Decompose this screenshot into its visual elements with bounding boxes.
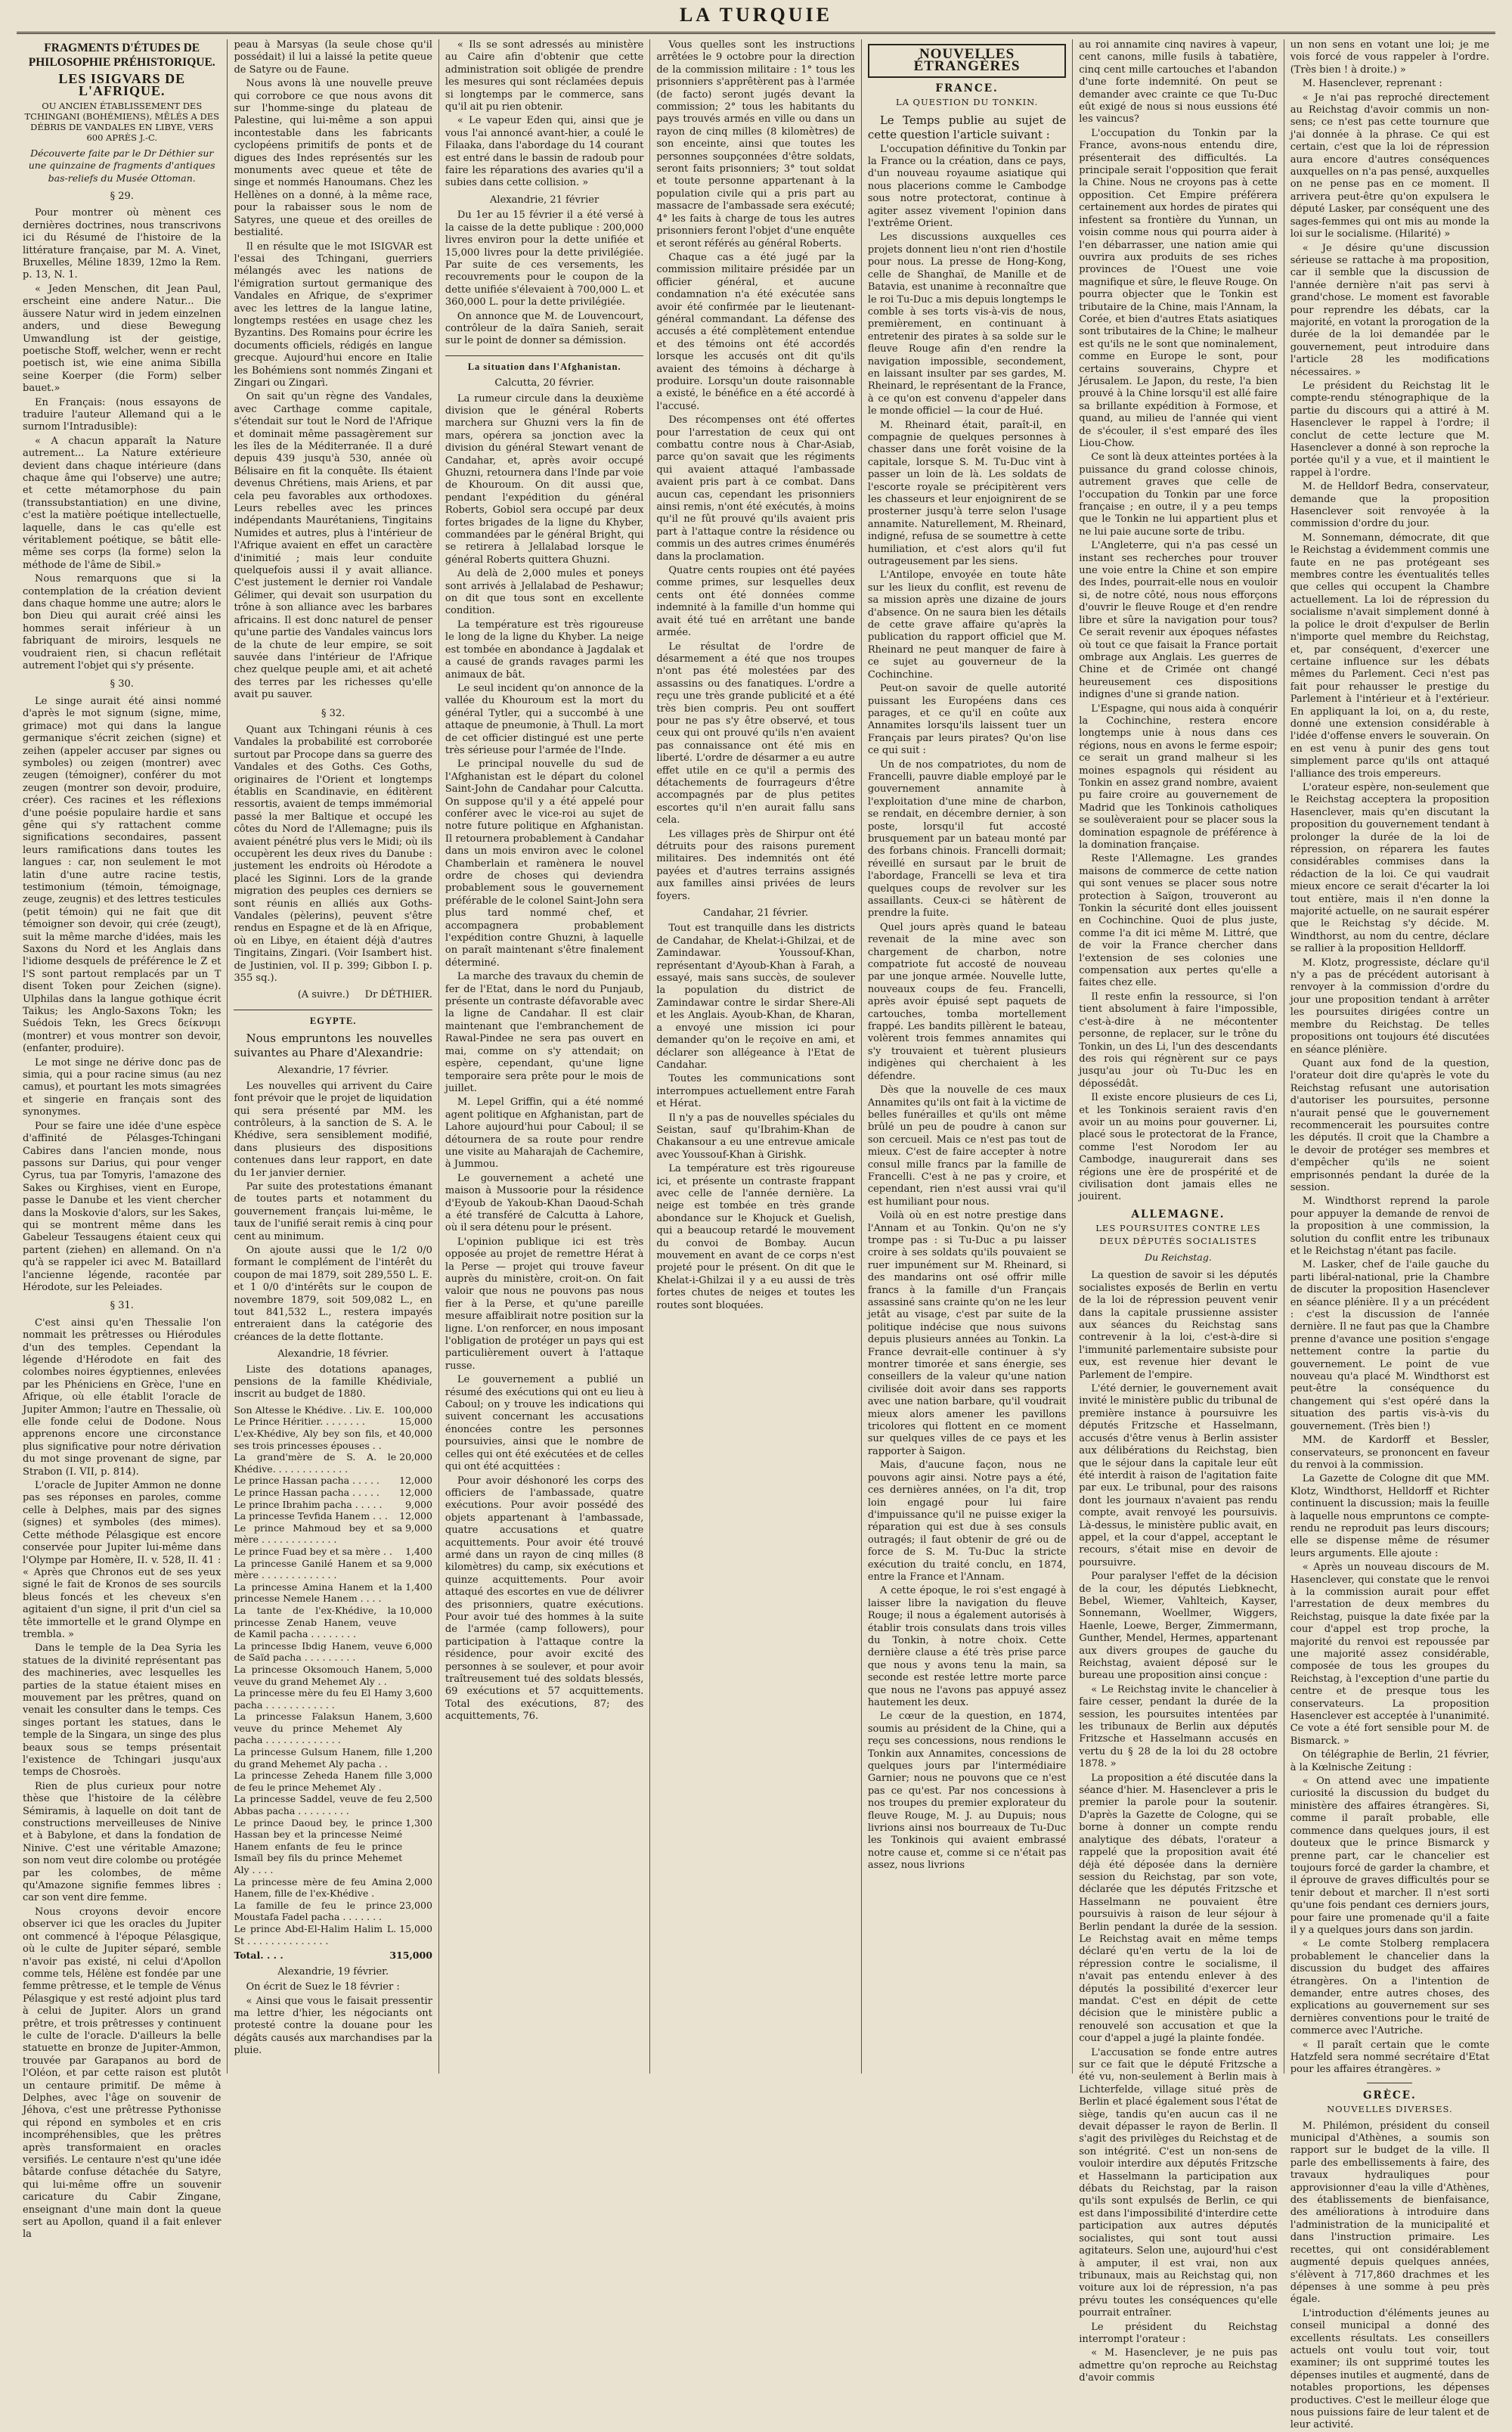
paragraph: Quatre cents roupies ont été payées comme primes, sur lesquelles deux cents ont été données comme indemnité à la famille d'un homme qui avait été tué en arrêtant une bande armée. bbox=[656, 565, 855, 639]
row-name: La princesse Amina Hanem et la princesse Nemele Hanem . . . . bbox=[234, 1580, 403, 1605]
table-row bbox=[234, 1746, 432, 1770]
row-name: Le prince Daoud bey, le prince Hassan bey et la princesse Neimé Hanem enfants de feu le prince Ismaïl bey fils du prince Mehemet Aly . . . . bbox=[234, 1816, 403, 1875]
nouvelles-lead: Le Temps publie au sujet de cette question l'article suivant : bbox=[867, 113, 1067, 141]
paragraph: Les discussions auxquelles ces projets donnent lieu n'ont rien d'hostile pour nous. La presse de Hong-Kong, celle de Shanghaï, de Manille et de Batavia, est unanime à reconnaître que le roi Tu-Duc a mis depuis longtemps le comble à ses torts vis-à-vis de nous, premièrement, en continuant à entretenir des pirates à sa solde sur le fleuve Rouge afin d'en rendre la navigation impossible, secondement, en laissant insulter par ses gardes, M. Rheinard, le représentant de la France, à ce qu'on est convenu d'appeler dans le monde officiel — la cour de Hué. bbox=[867, 231, 1067, 417]
paragraph: Quel jours après quand le bateau revenait de la mine avec son chargement de charbon, notre compatriote fut accosté de nouveau par une jonque armée. Nouvelle lutte, nouveaux coups de feu. Francelli, après avoir épuisé sept paquets de cartouches, tomba mortellement frappé. Les bandits pillèrent le bateau, volèrent trois femmes annamites qui s'y trouvaient et tuèrent plusieurs indigènes qui cherchaient à les défendre. bbox=[867, 921, 1067, 1082]
row-value: 12,000 bbox=[399, 1475, 432, 1487]
paragraph: La température est très rigoureuse le long de la ligne du Khyber. La neige est tombée en abondance à Jagdalak et a causé de grands ravages parmi les animaux de bât. bbox=[445, 619, 644, 681]
row-value: 12,000 bbox=[399, 1487, 432, 1498]
paragraph: Pour montrer où mènent ces dernières doctrines, nous transcrivons ici du Résumé de l'histoire de la littérature française, par M. A. Vinet, Bruxelles, Méline 1839, 12mo la Rem. p. 13, N. 1. bbox=[23, 207, 222, 281]
table-row bbox=[234, 1510, 432, 1522]
table-row bbox=[234, 1475, 432, 1487]
table-row bbox=[234, 1876, 432, 1900]
total-label: Total. . . . bbox=[234, 1950, 284, 1962]
paragraph: Il reste enfin la ressource, si l'on tient absolument à faire l'impossible, c'est-à-dire à ne mécontenter personne, de replacer, sur le trône du Tonkin, un des Li, l'un des descendants des rois qui régnèrent sur ce pays jusqu'au jour où Tu-Duc les en dépossédât. bbox=[1079, 991, 1278, 1090]
row-name: La princesse Saddel, veuve de feu Abbas pacha . . . . . . . . . bbox=[234, 1793, 403, 1817]
column-2 bbox=[228, 39, 438, 2074]
column-7 bbox=[1284, 39, 1495, 2431]
row-value: 2,500 bbox=[405, 1793, 432, 1805]
dateline: Alexandrie, 17 février. bbox=[277, 1065, 389, 1077]
section-31: § 31. bbox=[110, 1300, 134, 1312]
paragraph: un non sens en votant une loi; je me vois forcé de vous rappeler à l'ordre. (Très bien ! à droite.) » bbox=[1290, 39, 1490, 76]
row-name: La princesse Ibdig Hanem, veuve de Saïd pacha . . . . . . . . . bbox=[234, 1639, 403, 1664]
row-value: 3,000 bbox=[405, 1770, 432, 1782]
paragraph: Il n'y a pas de nouvelles spéciales du Seistan, sauf qu'Ibrahim-Khan de Chakansour a eu une entrevue amicale avec Youssouf-Khan à Girishk. bbox=[656, 1112, 855, 1161]
table-row bbox=[234, 1499, 432, 1511]
paragraph: La température est très rigoureuse ici, et présente un contraste frappant avec celle de l'année dernière. La neige est tombée en très grande abondance sur le Khojuck et Guelish, qui a beaucoup retardé le mouvement du convoi de Bombay. Aucun mouvement en avant de ce corps n'est projeté pour le présent. On dit que le Khelat-i-Ghilzai il y a eu aussi de très fortes chutes de neiges et toutes les routes sont bloquées. bbox=[656, 1163, 855, 1311]
paragraph: « Je désire qu'une discussion sérieuse se rattache à ma proposition, car il semble que la discussion de l'année dernière n'ait pas servi à grand'chose. Le moment est favorable pour reprendre les débats, car la majorité, en votant la prorogation de la durée de la loi demandée par le gouvernement, peut introduire dans l'article 28 les modifications nécessaires. » bbox=[1290, 242, 1490, 378]
row-value: 1,200 bbox=[405, 1746, 432, 1758]
paragraph: « Ainsi que vous le faisait pressentir ma lettre d'hier, les négociants ont protesté contre la douane pour les dégâts causés aux marchandises par la pluie. bbox=[234, 1995, 432, 2057]
paragraph: Des récompenses ont été offertes pour l'arrestation de ceux qui ont combattu contre nous à Char-Asiab, parce qu'on savait que les régiments qui avaient attaqué l'ambassade avaient pris part à ce combat. Dans aucun cas, cependant les prisonniers ainsi remis, n'ont été exécutés, à moins qu'il ne fût prouvé qu'ils avaient pris part à l'attaque contre la résidence ou commis un des autres crimes énumérés dans la proclamation. bbox=[656, 414, 855, 563]
column-1 bbox=[17, 39, 228, 2241]
row-name: Le prince Hassan pacha . . . . . bbox=[234, 1475, 380, 1487]
paragraph: Le mot singe ne dérive donc pas de simia, qui a pour racine simus (au nez camus), et pourtant les mots simagrées et singerie en français sont des synonymes. bbox=[23, 1056, 222, 1118]
paragraph: En Français: (nous essayons de traduire l'auteur Allemand qui a le surnom l'Intradusible): bbox=[23, 396, 222, 433]
paragraph: M. de Helldorf Bedra, conservateur, demande que la proposition Hasenclever soit renvoyée à la commission d'ordre du jour. bbox=[1290, 481, 1490, 530]
paragraph: Le seul incident qu'on annonce de la vallée du Khouroum est la mort du général Tytler, qui a succombé à une attaque de pneumonie, à Thull. La mort de cet officier distingué est une perte très sérieuse pour l'armée de l'Inde. bbox=[445, 682, 644, 756]
masthead-rule bbox=[17, 32, 1495, 34]
table-row bbox=[234, 1522, 432, 1546]
row-value: 6,000 bbox=[405, 1639, 432, 1652]
row-name: Le prince Hassan pacha . . . . . bbox=[234, 1487, 380, 1498]
country-allemagne: ALLEMAGNE. bbox=[1131, 1208, 1225, 1221]
table-row bbox=[234, 1404, 432, 1416]
table-row bbox=[234, 1428, 432, 1451]
paragraph: Quant aux fond de la question, l'orateur doit dire qu'après le vote du Reichstag refusant une autorisation d'autoriser les poursuites, personne n'aurait pensé que le gouvernement recommencerait les poursuites contre les députés. Il croit que la Chambre a le devoir de protéger ses membres et d'empêcher qu'ils ne soient emprisonnés pendant la durée de la session. bbox=[1290, 1057, 1490, 1193]
table-row bbox=[234, 1687, 432, 1711]
paragraph: Les nouvelles qui arrivent du Caire font prévoir que le projet de liquidation qui sera présenté par MM. les contrôleurs, à la sanction de S. A. le Khédive, sera sensiblement modifié, dans plusieurs des dispositions contenues dans leur rapport, en date du 1er janvier dernier. bbox=[234, 1080, 432, 1179]
paragraph: « Le comte Stolberg remplacera probablement le chancelier dans la discussion du budget des affaires étrangères. On a l'intention de demander, entre autres choses, des explications au gouvernement sur ses dernières conventions pour le traité de commerce avec l'Autriche. bbox=[1290, 1938, 1490, 2037]
table-row bbox=[234, 1770, 432, 1793]
paragraph: Les villages près de Shirpur ont été détruits pour des raisons purement militaires. Des indemnités ont été payées et d'autres terrains assignés aux familles ainsi privées de leurs foyers. bbox=[656, 828, 855, 902]
paragraph: Par suite des protestations émanant de toutes parts et notamment du gouvernement français lui-même, le taux de l'unifié serait remis à cinq pour cent au minimum. bbox=[234, 1180, 432, 1242]
table-row bbox=[234, 1711, 432, 1746]
row-value: 15,000 bbox=[399, 1416, 432, 1428]
paragraph: Le principal nouvelle du sud de l'Afghanistan est le départ du colonel Saint-John de Candahar pour Calcutta. On suppose qu'il y a été appelé pour conférer avec le vice-roi au sujet de notre future politique en Afghanistan. Il retournera probablement à Candahar dans un mois environ avec le colonel Chamberlain et ramènera le nouvel ordre de choses qui deviendra probablement sous le gouvernement préférable de le colonel Saint-John sera plus tard nommé chef, et accompagnera probablement l'expédition contre Ghuzni, à laquelle on paraît maintenant s'être finalement déterminé. bbox=[445, 758, 644, 969]
row-value: 23,000 bbox=[399, 1899, 432, 1911]
column-6 bbox=[1073, 39, 1284, 2384]
paragraph: Le cœur de la question, en 1874, soumis au président de la Chine, qui a reçu ses concessions, nous rendions le Tonkin aux Annamites, concessions de quelques jours par l'intermédiaire Garnier; nous ne pouvons que ce n'est pas ce qu'est. Par nos concessions à nos troupes du premier explorateur du fleuve Rouge, M. J. au Dupuis; nous livrions ainsi nos bourreaux de Tu-Duc les Tonkinois qui avaient embrassé notre cause et, comme si ce n'était pas assez, nous livrions bbox=[867, 1711, 1067, 1872]
paragraph: L'oracle de Jupiter Ammon ne donne pas ses réponses en paroles, comme celle à Delphes, mais par des signes (signes) et symboles (des mimes). Cette méthode Pélasgique est encore conservée pour Jupiter lui-même dans l'Olympe par Homère, II. v. 528, II. 41 : « Après que Chronos eut de ses yeux signé le fait de Kronos de ses sourcils bleus foncés et les cheveux s'en agitaient d'un signe, il prit d'un ciel sa tête immortelle et le grand Olympe en trembla. » bbox=[23, 1480, 222, 1640]
paragraph: Quant aux Tchingani réunis à ces Vandales la probabilité est corroborée surtout par Procope dans sa guerre des Vandales et des Goths. Ces Goths, originaires de l'Orient et longtemps établis en Scandinavie, en éditèrent ressortis, avaient de temps immémorial passé la mer Baltique et occupé les côtes du Nord de l'Allemagne; puis ils avaient pénétré plus vers le Midi; où ils occupèrent les deux rives du Danube : justement les endroits où Hérodote a placé les Siginni. Lors de la grande migration des peuples ces derniers se sont réunis en alliés aux Goths-Vandales (pèlerins), peuvent s'être rendus en Espagne et de là en Afrique, où en Libye, en étaient déjà d'autres Tingitains, Zingari. (Voir Isambert hist. de Justinien, vol. II p. 399; Gibbon I. p. 355 sq.). bbox=[234, 724, 432, 985]
paragraph: « Ils se sont adressés au ministère au Caire afin d'obtenir que cette administration soit obligée de prendre les mesures qui sont réclamées depuis si longtemps par le commerce, sans qu'il ait pu rien obtenir. bbox=[445, 39, 644, 113]
column-4 bbox=[650, 39, 861, 2074]
row-name: La famille de feu le prince Moustafa Fadel pacha . . . . . . . bbox=[234, 1899, 397, 1923]
topic-grece: NOUVELLES DIVERSES. bbox=[1327, 2104, 1453, 2115]
feuilleton-subtitle: OU ANCIEN ÉTABLISSEMENT DES TCHINGANI (BOHÉMIENS), MÊLÉS A DES DÉBRIS DE VANDALES EN LIBYE, VERS 600 APRÈS J.-C. bbox=[24, 100, 219, 143]
table-row bbox=[234, 1546, 432, 1558]
row-name: Son Altesse le Khédive. . Liv. E. bbox=[234, 1404, 385, 1416]
paragraph: On écrit de Suez le 18 février : bbox=[246, 1981, 400, 1993]
paragraph: Le gouvernement a publié un résumé des exécutions qui ont eu lieu à Caboul; on y trouve les indications qui suivent concernant les accusations énoncées contre les personnes poursuivies, ainsi que le nombre de celles qui ont été exécutées et de celles qui ont été acquittées : bbox=[445, 1374, 644, 1473]
row-name: La princesse Gulsum Hanem, fille du grand Mehemet Aly pacha . . bbox=[234, 1746, 403, 1770]
paragraph: « A chacun apparaît la Nature autrement... La Nature extérieure devient dans chaque intérieure (dans chaque âme qui l'observe) une autre; et cette métamorphose du pain (transsubstantiation) en une divine, c'est la matière poétique intellectuelle, laquelle, dans le cas qu'elle est véritablement poétique, se bâtit elle-même ses corps (la forme) selon la méthode de l'âme de Sibil.» bbox=[23, 435, 222, 571]
paragraph: On annonce que M. de Louvencourt, contrôleur de la daïra Sanieh, serait sur le point de donner sa démission. bbox=[445, 310, 644, 347]
paragraph: L'accusation se fonde entre autres sur ce fait que le député Fritzsche a été vu, non-seulement à Berlin mais à Lichterfelde, village situé près de Berlin et placé également sous l'état de siège, tandis qu'en aucun cas il ne devait dépasser le rayon de Berlin. Il s'agit des privilèges du Reichstag et de son intégrité. C'est un non-sens de vouloir interdire aux députés Fritzsche et Hasselmann la participation aux débats du Reichstag, par la raison qu'ils sont expulsés de Berlin, ce qui est dans l'impossibilité d'interdire cette participation aux autres députés socialistes, qui sont tout aussi agitateurs. Selon une, aujourd'hui c'est à amputer, il est vrai, non aux tribunaux, mais au Reichstag qui, non voiture aux loi de répression, n'a pas prévu toutes les conséquences qu'elle pourrait entraîner. bbox=[1079, 2046, 1278, 2319]
paragraph: « On attend avec une impatiente curiosité la discussion du budget du ministère des affaires étrangères. Si, comme il paraît probable, elle commence dans quelques jours, il est douteux que le prince Bismarck y prenne part, car le chancelier est toujours forcé de garder la chambre, et il éprouve de graves difficultés pour se tenir debout et marcher. Il n'est sorti qu'une fois pendant ces derniers jours, pour faire une promenade qu'il a faite il y a quelques jours dans son jardin. bbox=[1290, 1776, 1490, 1936]
dateline: Candahar, 21 février. bbox=[703, 907, 808, 920]
table-row bbox=[234, 1416, 432, 1428]
dateline: Alexandrie, 21 février bbox=[490, 194, 600, 206]
masthead bbox=[0, 0, 1512, 30]
paragraph: Mais, d'aucune façon, nous ne pouvons agir ainsi. Notre pays a été, ces dernières années, on l'a dit, trop loin engagé pour lui faire d'impuissance qu'il ne puisse exiger la réparation qui est due à ses consuls outragés; il faut obtenir de gré ou de force de S. M. Tu-Duc la stricte exécution du traité conclu, en 1874, entre la France et l'Annam. bbox=[867, 1460, 1067, 1583]
author-signature: Dr DÉTHIER. bbox=[364, 989, 432, 1001]
row-value: 1,400 bbox=[405, 1580, 432, 1593]
paragraph: L'occupation définitive du Tonkin par la France ou la création, dans ce pays, d'un nouveau royaume asiatique qui nous placerions comme le Cambodge sous notre protectorat, continue à agiter assez vivement l'opinion dans l'extrême Orient. bbox=[867, 143, 1067, 230]
paragraph: M. Lepel Griffin, qui a été nommé agent politique en Afghanistan, part de Lahore aujourd'hui pour Caboul; il se détournera de sa route pour rendre une visite au Maharajah de Cachemire, à Jummou. bbox=[445, 1097, 644, 1171]
row-value: 3,600 bbox=[405, 1711, 432, 1723]
paragraph: Nous croyons devoir encore observer ici que les oracles du Jupiter ont commencé à l'époque Pélasgique, où le culte de Jupiter séparé, semble n'avoir pas existé, ni celui d'Apollon comme tels, Hélène est fondée par une femme prêtresse, et le temple de Vénus Pélasgique y est resté adjoint plus tard à celui de Jupiter. Alors un grand prêtre, et trois prêtresses y continuent le culte de l'oracle. D'ailleurs la belle statuette en bronze de Jupiter-Ammon, trouvée par Garapanos au bord de l'Oléon, et par cette raison est plutôt un centaure primitif. De même à Delphes, avec l'âge on souvenir de Jéhova, c'est une prêtresse Pythonisse qui répond en symboles et en cris incompréhensibles, que les prêtres après transformaient en oracles versifiés. Le centaure n'est qu'une idée bâtarde confuse détachée du Satyre, qui lui-même offre un souvenir caricature du Cabir Zingane, enseignant d'une main dont la queue sert au Apollon, quand il a fait enlever la bbox=[23, 1906, 222, 2241]
afghanistan-heading: La situation dans l'Afghanistan. bbox=[445, 355, 643, 373]
table-row bbox=[234, 1487, 432, 1499]
feuilleton-title: FRAGMENTS D'ÉTUDES DE PHILOSOPHIE PRÉHISTORIQUE. bbox=[28, 42, 215, 69]
paragraph: M. Klotz, progressiste, déclare qu'il n'y a pas de précédent autorisant à renvoyer à la commission d'ordre du jour une proposition tendant à arrêter les poursuites dirigées contre un membre du Reichstag. De telles propositions ont toujours été discutées en séance plénière. bbox=[1290, 957, 1490, 1056]
table-row bbox=[234, 1558, 432, 1581]
paragraph: Nous avons là une nouvelle preuve qui corrobore ce que nous avons dit sur l'homme-singe du plateau de Palestine, qui lui-même a son appui incontestable dans les fabricants cyclopéens primitifs de ponts et de digues des Indes représentés sur les monuments avec queue et tête de singe et nommés Hanoumans. Chez les Hellènes on a donné, à la même race, pour la rabaisser sous le nom de Satyres, une queue et des oreilles de bestialité. bbox=[234, 78, 432, 239]
paragraph: Dans le temple de la Dea Syria les statues de la divinité représentant pas des machineries, avec lesquelles les parties de la statue étaient mises en mouvement par les prêtres, quand on venait les consulter dans le temps. Ces singes portant les statues, dans le temple de la Singara, un singe des plus beaux sous se temps présentait l'existence de Tchingari jusqu'aux temps de Chosroès. bbox=[23, 1643, 222, 1779]
table-row bbox=[234, 1451, 432, 1475]
paragraph: Pour se faire une idée d'une espèce d'affinité de Pélasges-Tchingani Cabires dans l'ancien monde, nous passons sur Darius, qui pour venger Cyrus, tua par Tomyris, l'amazone des Sakes ou Kirghises, vient en Europe, passe le Danube et les vient chercher dans la Moskovie d'alors, sur les Sakes, qui se montrent même dans les Gabeleur Tessaugens étaient ceux qui partent (ziehen) en allemand. On n'a qu'à se rappeler ici avec M. Bataillard l'ancienne légende, racontée par Hérodote, sur les Peleiades. bbox=[23, 1120, 222, 1293]
country-grece: GRÈCE. bbox=[1362, 2089, 1417, 2102]
column-5 bbox=[862, 39, 1073, 2074]
paragraph: La marche des travaux du chemin de fer de l'Etat, dans le nord du Punjaub, présente un contraste défavorable avec la ligne de Candahar. Il est clair maintenant que l'embranchement de Rawal-Pindee ne sera pas ouvert en mai, comme on s'y attendait; on espère, cependant, qu'une ligne temporaire sera prête pour le mois de juillet. bbox=[445, 971, 644, 1094]
paragraph: La question de savoir si les députés socialistes exposés de Berlin en vertu de la loi de répression peuvent venir dans la capitale prussienne assister aux séances du Reichstag sans contrevenir à la loi, c'est-à-dire si l'immunité parlementaire subsiste pour eux, est revenue hier devant le Parlement de l'empire. bbox=[1079, 1270, 1278, 1381]
paragraph: Liste des dotations apanages, pensions de la famille Khédiviale, inscrit au budget de 1880. bbox=[234, 1363, 432, 1401]
row-name: Le prince Fuad bey et sa mère . . bbox=[234, 1545, 392, 1557]
paragraph: La rumeur circule dans la deuxième division que le général Roberts marchera sur Ghuzni vers la fin de mars, opérera sa jonction avec la division du général Stewart venant de Candahar, et, après avoir occupé Ghuzni, retournera dans l'Inde par voie de Khouroum. On dit aussi que, pendant l'expédition du général Roberts, Gobiol sera occupé par deux fortes brigades de la ligne du Khyber, commandées par le général Bright, qui se retirera à Jellalabad lorsque le général Roberts quittera Ghuzni. bbox=[445, 392, 644, 566]
row-name: La princesse Oksomouch Hanem, veuve du grand Mehemet Aly . . bbox=[234, 1663, 403, 1687]
row-value: 40,000 bbox=[399, 1428, 432, 1440]
paragraph: MM. de Kardorff et Bessler, conservateurs, se prononcent en faveur du renvoi à la commission. bbox=[1290, 1435, 1490, 1471]
paragraph: peau à Marsyas (la seule chose qu'il possédait) il lui a laissé la petite queue de Satyre ou de Faune. bbox=[234, 39, 432, 76]
paragraph: On télégraphie de Berlin, 21 février, à la Kœlnische Zeitung : bbox=[1290, 1749, 1490, 1773]
paragraph: L'Espagne, qui nous aida à conquérir la Cochinchine, restera encore longtemps unie à nous dans ces régions, nous en avons le ferme espoir; ce serait un grand malheur si les moines espagnols qui résident au Tonkin en assez grand nombre, avaient pu faire croire au gouvernement de Madrid que les Tonkinois catholiques se soulèveraient pour se placer sous la domination espagnole de préférence à la domination française. bbox=[1079, 703, 1278, 851]
paragraph: L'Angleterre, qui n'a pas cessé un instant ses recherches pour trouver une voie entre la Chine et son empire des Indes, pourrait-elle nous en vouloir si, de notre côté, nous nous efforçons d'ouvrir le fleuve Rouge et d'en rendre libre et sûre la navigation pour tous? Ce serait revenir aux époques néfastes où tout ce que faisait la France portait ombrage aux Anglais. Les guerres de Chine et de Crimée ont changé heureusement ces dispositions indignes d'une si grande nation. bbox=[1079, 540, 1278, 701]
row-value: 10,000 bbox=[399, 1604, 432, 1616]
row-value: 12,000 bbox=[399, 1510, 432, 1522]
dateline: Calcutta, 20 février. bbox=[494, 377, 594, 389]
paragraph: Pour paralyser l'effet de la décision de la cour, les députés Liebknecht, Bebel, Wiemer, Vahlteich, Kayser, Sonnemann, Woellmer, Wiggers, Haenle, Loewe, Berger, Zimmermann, Gunther, Mendel, Hermes, appartenant aux divers groupes de gauche du Reichstag, avaient déposé sur le bureau une proposition ainsi conçue : bbox=[1079, 1571, 1278, 1682]
nouvelles-heading: NOUVELLES ÉTRANGÈRES bbox=[868, 44, 1066, 78]
paragraph: Nous remarquons que si la contemplation de la création devient dans chaque homme une autre; alors le bon Dieu qui aurait créé ainsi les hommes serait inférieur à un fabriquant de miroirs, lesquels ne voudraient rien, si chacun reflétait autrement l'objet qui s'y présente. bbox=[23, 573, 222, 672]
paragraph: Le président du Reichstag lit le compte-rendu sténographique de la partie du discours qui a attiré à M. Hasenclever le rappel à l'ordre; il conclut de cette lecture que M. Hasenclever a donné à son reproche la portée qu'il y a vue, et il maintient le rappel à l'ordre. bbox=[1290, 380, 1490, 479]
table-row bbox=[234, 1581, 432, 1605]
paragraph: Tout est tranquille dans les districts de Candahar, de Khelat-i-Ghilzai, et de Zamindawar. Youssouf-Khan, représentant d'Ayoub-Khan à Farah, a essayé, mais sans succès, de soulever la population du district de Zamindawar contre le sirdar Shere-Ali et les Anglais. Ayoub-Khan, de Kharan, a envoyé une mission ici pour demander qu'on le reçoive en ami, et déclarer son allégeance à l'Etat de Candahar. bbox=[656, 923, 855, 1071]
paragraph: La proposition a été discutée dans la séance d'hier. M. Hasenclever a pris le premier la parole pour la soutenir. D'après la Gazette de Cologne, qui se borne à donner un compte rendu analytique des débats, l'orateur a rappelé que la proposition avait été déjà été déposée dans la dernière session du Reichstag, par son vote, déclarée que les députés Fritzsche et Hasselmann ne pouvaient être poursuivis à raison de leur séjour à Berlin pendant la durée de la session. Le Reichstag avait en même temps déclaré qu'en vertu de la loi de répression contre le socialisme, il n'avait pas entendu enlever à des députés la possibilité d'exercer leur mandat. C'est en dépit de cette décision que le ministère public a renouvelé son accusation et que la cour d'appel a jugé la plainte fondée. bbox=[1079, 1772, 1278, 2045]
row-name: L'ex-Khédive, Aly bey son fils, et ses trois princesses épouses . . bbox=[234, 1428, 397, 1451]
columns bbox=[17, 39, 1495, 2431]
paragraph: Le résultat de l'ordre de désarmement a été que nos troupes n'ont pas été molestées par des assassins ou des fanatiques. L'ordre a reçu une très grande publicité et a été très bien compris. Peu ont souffert pour ne pas s'y être observé, et tous ceux qui ont prouvé qu'ils n'en avaient pas connaissance ont été mis en liberté. L'ordre de désarmer a eu autre effet utile en ce qu'il a permis des détachements de fourrageurs d'être accompagnés par de plus petites escortes qu'il n'en aurait fallu sans cela. bbox=[656, 641, 855, 827]
row-value: 1,300 bbox=[405, 1816, 432, 1829]
egypte-lead: Nous empruntons les nouvelles suivantes au Phare d'Alexandrie: bbox=[234, 1031, 432, 1060]
table-row bbox=[234, 1900, 432, 1923]
row-value: 5,000 bbox=[405, 1663, 432, 1675]
paragraph: Vous quelles sont les instructions arrêtées le 9 octobre pour la direction de la commission militaire : 1° tous les prisonniers s'apprêtèrent pas à l'armée (de facto) seront jugés devant la commission; 2° tous les habitants du pays trouvés armés en ville ou dans un rayon de cinq milles (8 kilomètres) de son enceinte, ainsi que toutes les personnes soupçonnées d'être soldats, seront faits prisonniers; 3° tout soldat et toute personne appartenant à la population civile qui a pris part au massacre de l'ambassade sera exécuté; 4° les faits à charge de tous les autres prisonniers feront l'objet d'une enquête et seront référés au général Roberts. bbox=[656, 39, 855, 250]
paragraph: M. Hasenclever, reprenant : bbox=[1302, 78, 1442, 90]
feuilleton-headline: LES ISIGVARS DE L'AFRIQUE. bbox=[58, 71, 186, 99]
paragraph: au roi annamite cinq navires à vapeur, cent canons, mille fusils à tabatière, cinq cent mille cartouches et l'abandon d'une forte indemnité. On peut se demander avec crainte ce que Tu-Duc eût exigé de nous si nous eussions été les vaincus? bbox=[1079, 39, 1278, 126]
paragraph: M. Philémon, président du conseil municipal d'Athènes, a soumis son rapport sur le budget de la ville. Il parle des embellissements à faire, des travaux hydrauliques pour approvisionner d'eau la ville d'Athènes, des établissements de bienfaisance, des améliorations à introduire dans l'administration de la municipalité et dans l'instruction primaire. Les recettes, qui ont considérablement augmenté depuis quelques années, s'élèvent à 717,860 drachmes et les dépenses à une somme à peu près égale. bbox=[1290, 2120, 1490, 2306]
topic-reichstag: Du Reichstag. bbox=[1145, 1252, 1212, 1263]
paragraph: « Je n'ai pas reproché directement au Reichstag d'avoir commis un non-sens; ce n'est pas cette tournure que j'ai donnée à la phrase. Ce qui est certain, c'est que la loi de répression aura encore d'autres conséquences auxquelles on n'a pas pensé, auxquelles on ne pense pas en ce moment. Il arrivera peut-être qu'on expulsera le député Lasker, par conséquent une des sages-femmes qui ont mis au monde la loi sur le socialisme. (Hilarité) » bbox=[1290, 92, 1490, 240]
paragraph: Dès que la nouvelle de ces maux Annamites qu'ils ont fait à la victime de belles funérailles et qu'ils ont même brûlé un peu de poudre à canon sur son cercueil. Mais ce n'est pas tout de mieux. C'est de faire accepter à notre consul mille francs par la famille de Francelli. C'est à ne pas y croire, et cependant, rien n'est aussi vrai qu'il est humiliant pour nous. bbox=[867, 1084, 1067, 1208]
paragraph: Un de nos compatriotes, du nom de Francelli, pauvre diable employé par le gouvernement annamite à l'exploitation d'une mine de charbon, se rendait, en décembre dernier, à son poste, lorsqu'il fut accosté brusquement par un bateau monté par des forbans chinois. Francelli dormait; réveillé en sursaut par le bruit de l'abordage, Francelli se leva et tira quelques coups de revolver sur les assaillants. Ceux-ci se hâtèrent de prendre la fuite. bbox=[867, 758, 1067, 920]
paragraph: « Il paraît certain que le comte Hatzfeld sera nommé secrétaire d'Etat pour les affaires étrangères. » bbox=[1290, 2039, 1490, 2076]
paragraph: Il en résulte que le mot ISIGVAR est l'essai des Tchingani, guerriers mélangés avec les nations de l'émigration surtout germanique des Vandales en Afrique, de s'exprimer avec les lettres de la langue latine, longtemps restées en usage chez les Byzantins. Des Romains pour écrire les documents officiels, rédigés en langue grecque. Aujourd'hui encore en Italie les Bohémiens sont nommés Zingani et Zingari ou Zingarì. bbox=[234, 240, 432, 389]
paragraph: Le singe aurait été ainsi nommé d'après le mot signum (signe, mime, grimace) mot qui dans la langue germanique s'écrit zeichen (signe) et zeihen (appeler accuser par signes ou symboles) ou zeigen (montrer) avec zeugen (témoigner), conférer du mot zeugen (montrer son devoir, produire, créer). Ces racines et les réflexions d'une poésie populaire hardie et sans gêne qui s'y rattachent comme significations secondaires, passent leurs ramifications dans toutes les langues : car, non seulement le mot latin d'une autre racine testis, testimonium (témoin, témoignage, zeuge, zeugnis) et des lettres testicules (petit témoin) qui ne fait que dit témoigner son devoir, qui crée (zeugt), suit la même marche d'idées, mais les Saxons du Nord et les Anglais dans l'idiome desquels de préférence le Z et l'S sont partout remplacés par un T disent Token pour Zeichen (signe). Ulphilas dans la langue gothique écrit Taikus; les Anglo-Saxons Tokn; les Suédois Tekn, les Grecs δείκνυμι (montrer) et vous montrer son devoir, (enfanter, produire). bbox=[23, 695, 222, 1055]
paragraph: Pour avoir déshonoré les corps des officiers de l'ambassade, quatre exécutions. Pour avoir possédé des objets appartenant à l'ambassade, quatre accusations et quatre acquittements. Pour avoir été trouvé armé dans un rayon de cinq milles (8 kilomètres) du camp, six exécutions et quinze acquittements. Pour avoir attaqué des escortes en vue de délivrer des prisonniers, quatre exécutions. Pour avoir tué des hommes à la suite de l'armée (camp followers), pour participation à l'attaque contre la résidence, pour avoir excité des personnes à se soulever, et pour avoir traîtreusement tué des soldats blessés, 69 exécutions et 57 acquittements. Total des exécutions, 87; des acquittements, 76. bbox=[445, 1475, 644, 1723]
row-name: La princesse Ganilé Hanem et sa mère . . . . . . . . . . . . . bbox=[234, 1557, 403, 1581]
paragraph: On ajoute aussi que le 1/2 0/0 formant le complément de l'intérêt du coupon de mai 1879, soit 289,550 L. E. et 1 0/0 d'intérêts sur le coupon de novembre 1879, soit 509,082 L., en tout 841,532 L., restera impayés entreraient dans la catégorie des créances de la dette flottante. bbox=[234, 1244, 432, 1343]
row-name: Le Prince Héritier. . . . . . . . bbox=[234, 1416, 365, 1428]
paragraph: Peut-on savoir de quelle autorité puissant les Européens dans ces parages, et ce qu'il en coûte aux Annamites lorsqu'ils laissent tuer un Français par leurs pirates? Qu'on lise ce qui suit : bbox=[867, 683, 1067, 757]
section-30: § 30. bbox=[110, 678, 134, 690]
row-value: 3,600 bbox=[405, 1687, 432, 1699]
row-value: 15,000 bbox=[399, 1922, 432, 1934]
total-value: 315,000 bbox=[389, 1950, 432, 1962]
row-name: La princesse mère de feu Amina Hanem, fille de l'ex-Khédive . bbox=[234, 1875, 403, 1900]
dotations-total bbox=[234, 1950, 432, 1962]
paragraph: « Le Reichstag invite le chancelier à faire cesser, pendant la durée de la session, les poursuites intentées par les tribunaux de Berlin aux députés Fritzsche et Hasselmann accusés en vertu du § 28 de la loi du 28 octobre 1878. » bbox=[1079, 1683, 1278, 1770]
paragraph: Il existe encore plusieurs de ces Li, et les Tonkinois seraient ravis d'en avoir un au moins pour gouverner. Li, placé sous le protectorat de la France, comme l'est Norodom Ier au Cambodge, inaugurerait dans ses régions une ère de prospérité et de civilisation dont jamais elles ne jouirent. bbox=[1079, 1092, 1278, 1203]
paragraph: Toutes les communications sont interrompues actuellement entre Farah et Hérat. bbox=[656, 1073, 855, 1110]
paragraph: Du 1er au 15 février il a été versé à la caisse de la dette publique : 200,000 livres environ pour la dette unifiée et 15,000 livres pour la dette privilégiée. Par suite de ces versements, les recouvrements pour le coupon de la dette unifiée s'élevaient à 700,000 L. et 360,000 L. pour la dette privilégiée. bbox=[445, 209, 644, 309]
table-row bbox=[234, 1793, 432, 1816]
paragraph: On sait qu'un règne des Vandales, avec Carthage comme capitale, s'étendait sur tout le Nord de l'Afrique et dominait même passagèrement sur les îles de la Méditerranée. Il a duré depuis 439 jusqu'à 530, année où Bélisaire en fit la conquête. Ils étaient devenus Chrétiens, mais Ariens, et par cela peu favorables aux orthodoxes. Leurs rebelles avec les princes indépendants Maurétaniens, Tingitains Numides et autres, plus à l'intérieur de l'Afrique avaient en effet un caractère d'inimitié ; mais leur conduite quelquefois aussi il y avait alliance. C'est justement le dernier roi Vandale Gélimer, qui devait son usurpation du trône à son alliance avec les barbares africains. Il est donc naturel de penser qu'une partie des Vandales vaincus lors de la chute de leur empire, se soit sauvée dans l'intérieur de l'Afrique chez quelque peuple ami, et ait acheté des terres par les richesses qu'elle avait pu sauver. bbox=[234, 391, 432, 701]
paragraph: A cette époque, le roi s'est engagé à laisser libre la navigation du fleuve Rouge; il nous a également autorisés à établir trois consulats dans trois villes du Tonkin, à notre choix. Cette dernière clause a été très prise parce que nous y avons tenu la main, sa seconde est restée lettre morte parce que nous ne l'avons pas appuyé assez hautement les deux. bbox=[867, 1585, 1067, 1708]
row-value: 9,000 bbox=[405, 1522, 432, 1534]
table-row bbox=[234, 1923, 432, 1947]
paragraph: L'Antilope, envoyée en toute hâte sur les lieux du conflit, est revenu de sa mission après une dizaine de jours d'absence. On ne saura bien les détails de cette grave affaire qu'après la publication du rapport officiel que M. Rheinard ne peut manquer de faire à ce sujet au gouverneur de la Cochinchine. bbox=[867, 569, 1067, 681]
paragraph: « M. Hasenclever, je ne puis pas admettre qu'on reproche au Reichstag d'avoir commis bbox=[1079, 2347, 1278, 2384]
paragraph: L'opinion publique ici est très opposée au projet de remettre Hérat à la Perse — projet qui trouve faveur auprès du ministère, croit-on. On fait valoir que nous ne pouvons pas nous fier à la Perse, et qu'une pareille mesure affaiblirait notre position sur la ligne. L'on renforcer, en nous imposant l'obligation de protéger un pays qui est particulièrement ouvert à l'attaque russe. bbox=[445, 1236, 644, 1372]
egypte-heading: EGYPTE. bbox=[234, 1010, 432, 1027]
masthead-title: LA TURQUIE bbox=[679, 4, 833, 26]
paragraph: L'introduction d'éléments jeunes au conseil municipal a donné des excellents résultats. Les conseillers actuels ont voulu tout voir, tout examiner; ils ont supprimé toutes les dépenses inutiles et augmenté, dans de notables proportions, les dépenses productives. C'est le meilleur éloge que nous puissions faire de leur talent et de leur activité. bbox=[1290, 2307, 1490, 2431]
table-row bbox=[234, 1605, 432, 1640]
suite-note: (A suivre.) bbox=[297, 989, 349, 1001]
row-name: La tante de l'ex-Khédive, la princesse Zenab Hanem, veuve de Kamil pacha . . . . . . . . bbox=[234, 1604, 397, 1640]
paragraph: Ce sont là deux atteintes portées à la puissance du grand colosse chinois, autrement graves que celle de l'occupation du Tonkin par une force française ; en outre, il y a peu temps que le Tonkin ne lui appartient plus et ne lui paie aucune sorte de tribu. bbox=[1079, 451, 1278, 538]
dateline: Alexandrie, 19 février. bbox=[277, 1965, 389, 1978]
row-name: La princesse Tevfida Hanem . . . bbox=[234, 1510, 388, 1522]
row-name: Le prince Ibrahim pacha . . . . . bbox=[234, 1498, 383, 1510]
row-value: 1,400 bbox=[405, 1545, 432, 1557]
row-name: La princesse Zeheda Hanem fille de feu le prince Mehemet Aly . bbox=[234, 1770, 403, 1793]
column-3 bbox=[439, 39, 650, 2074]
row-name: Le prince Mahmoud bey et sa mère . . . . . . . . . . . . . bbox=[234, 1522, 403, 1546]
paragraph: « Après un nouveau discours de M. Hasenclever, qui constate que le renvoi à la commission aurait pour effet l'arrestation de deux membres du Reichstag, puisque la date fixée par la cour d'appel est trop proche, la majorité du renvoi est repoussée par une majorité assez considérable, composée de tous les groupes du Reichstag, à l'exception d'une partie du centre et de presque tous les conservateurs. La proposition Hasenclever est acceptée à l'unanimité. Ce vote a été fort sensible pour M. de Bismarck. » bbox=[1290, 1562, 1490, 1747]
paragraph: M. Rheinard était, paraît-il, en compagnie de quelques personnes à chasser dans une forêt voisine de la capitale, lorsque S. M. Tu-Duc vint à passer un loin de là. Les soldats de l'escorte royale se précipitèrent vers les chasseurs et leur enjoignirent de se prosterner jusqu'à terre selon l'usage annamite. Naturellement, M. Rheinard, indigné, refusa de se soumettre à cette humiliation, et c'est alors qu'il fut outrageusement par les siens. bbox=[867, 419, 1067, 568]
paragraph: M. Windthorst reprend la parole pour appuyer la demande de renvoi de la proposition à une commission, la solution du conflit entre les tribunaux et le Reichstag n'étant pas facile. bbox=[1290, 1196, 1490, 1257]
row-name: Le prince Abd-El-Halim Halim L. St . . . . . . . . . . . . . . bbox=[234, 1922, 397, 1947]
row-name: La princesse Falaksun Hanem, veuve du prince Mehemet Aly pacha . . . . . . . . . . . . . bbox=[234, 1711, 403, 1746]
section-32: § 32. bbox=[321, 707, 345, 719]
paragraph: « Le vapeur Eden qui, ainsi que je vous l'ai annoncé avant-hier, a coulé le Filaaka, dans l'abordage du 14 courant est entré dans le bassin de radoub pour faire les réparations des avaries qu'il a subies dans cette collision. » bbox=[445, 115, 644, 189]
topic-socialistes: LES POURSUITES CONTRE LES DEUX DÉPUTÉS SOCIALISTES bbox=[1095, 1223, 1261, 1246]
feuilleton-signature bbox=[234, 989, 432, 1001]
topic-tonkin: LA QUESTION DU TONKIN. bbox=[895, 97, 1039, 108]
paragraph: « Jeden Menschen, dit Jean Paul, erscheint eine andere Natur... Die äussere Natur wird in jedem einzelnen anders, und diese Bewegung Umwandlung ist der geistige, poetische Stoff, welcher, wenn er recht poetisch ist, wie eine anima Sibilla seine Koerper (die Form) selber bauet.» bbox=[23, 283, 222, 395]
row-name: La grand'mère de S. A. le Khédive. . . . . . . . . . . . . bbox=[234, 1451, 397, 1475]
paragraph: M. Lasker, chef de l'aile gauche du parti libéral-national, prie la Chambre de discuter la proposition Hasenclever en séance plénière. Il y a un précédent : c'est la discussion de l'année dernière. Il ne faut pas que la Chambre prenne d'avance une position s'engage nettement contre la partie du gouvernement. Le point de vue nouveau qu'a placé M. Windthorst est peut-être la conséquence du changement qui s'est opéré dans la situation des partis vis-à-vis du gouvernement. (Très bien !) bbox=[1290, 1259, 1490, 1432]
paragraph: Reste l'Allemagne. Les grandes maisons de commerce de cette nation qui sont venues se placer sous notre protection à Saïgon, trouveront au Tonkin la sécurité dont elles jouissent en Cochinchine. Quoi de plus juste, comme l'a dit ici même M. Littré, que de voir la France chercher dans l'extension de ses colonies une compensation aux pertes qu'elle a faites chez elle. bbox=[1079, 853, 1278, 989]
row-value: 20,000 bbox=[399, 1451, 432, 1463]
dotations-table bbox=[234, 1404, 432, 1947]
row-value: 9,000 bbox=[405, 1557, 432, 1569]
paragraph: M. Sonnemann, démocrate, dit que le Reichstag a évidemment commis une faute en ne pas protégeant ses membres contre les éventualités telles que celles qui occupent la Chambre actuellement. La loi de répression du socialisme n'avait simplement donné à la police le droit d'expulser de Berlin n'importe quel membre du Reichstag, et, par conséquent, d'exercer une certaine influence sur les débats mêmes du Parlement. Ceci n'est pas fait pour rehausser le prestige du Parlement à l'intérieur et à l'extérieur. En appliquant la loi, on a, du reste, donné une extension considérable à l'idée d'offense envers le souverain. On en est venu à punir des gens tout simplement parce qu'ils ont attaqué l'alliance des trois empereurs. bbox=[1290, 532, 1490, 780]
paragraph: Au delà de 2,000 mules et poneys sont arrivés à Jellalabad de Peshawur; on dit que tous sont en excellente condition. bbox=[445, 568, 644, 617]
paragraph: La Gazette de Cologne dit que MM. Klotz, Windthorst, Helldorff et Richter continuent la discussion; mais la feuille à laquelle nous empruntons ce compte-rendu ne reproduit pas leurs discours; elle se dispense même de résumer leurs arguments. Elle ajoute : bbox=[1290, 1473, 1490, 1559]
paragraph: C'est ainsi qu'en Thessalie l'on nommait les prêtresses ou Hiérodules d'un des temples. Cependant la légende d'Hérodote en fait des colombes noires égyptiennes, enlevées par les Phéniciens en Grèce, l'une en Afrique, où elle établit l'oracle de Jupiter Ammon; l'autre en Thessalie, où elle fonde celui de Dodone. Nous apprenons encore une circonstance plus significative pour notre dérivation du mot singe provenant de signe, par Strabon (I. VII, p. 814). bbox=[23, 1317, 222, 1478]
table-row bbox=[234, 1640, 432, 1664]
paragraph: Rien de plus curieux pour notre thèse que l'histoire de la célèbre Sémiramis, à laquelle on doit tant de constructions merveilleuses de Ninive et à Babylone, et dans la fondation de Ninive. C'est une véritable Amazone; son nom veut dire colombe ou protégée par les colombes, de même qu'Amazone signifie femmes libres : car son vent dire femme. bbox=[23, 1780, 222, 1904]
row-name: La princesse mère du feu El Hamy pacha . . . . . . . . . . . . bbox=[234, 1687, 403, 1711]
section-29: § 29. bbox=[110, 191, 134, 203]
paragraph: Voilà où en est notre prestige dans l'Annam et au Tonkin. Qu'on ne s'y trompe pas : si Tu-Duc a pu laisser croire à ses soldats qu'ils pouvaient se ruer impunément sur M. Rheinard, si des mandarins ont osé offrir mille francs à la famille d'un Français assassiné sans crainte qu'on ne les leur jetât au visage, c'est par suite de la politique indécise que nous suivons depuis plusieurs années au Tonkin. La France devrait-elle continuer à s'y montrer timorée et sans énergie, ses conseillers de la valeur qu'une nation civilisée doit avoir dans ses rapports avec une nation barbare, qu'il voudrait mieux alors amener les pavillons tricolores qui flottent en ce moment sur quelques villes de ce pays et les rapporter à Saigon. bbox=[867, 1210, 1067, 1457]
country-france: FRANCE. bbox=[935, 82, 999, 95]
paragraph: L'été dernier, le gouvernement avait invité le ministère public du tribunal de première instance à poursuivre les députés Fritzsche et Hasselmann, accusés d'être venus à Berlin assister aux délibérations du Reichstag, bien que le séjour dans la capitale leur eût été interdit à raison de l'agitation faite par eux. Le tribunal, pour des raisons dont les journaux n'avaient pas rendu compte, avait renvoyé les poursuivis. Là-dessus, le ministère public avait, en appel, et la cour d'appel, acceptant le recours, s'était mise en devoir de poursuivre. bbox=[1079, 1383, 1278, 1568]
dateline: Alexandrie, 18 février. bbox=[277, 1348, 389, 1360]
row-value: 2,000 bbox=[405, 1875, 432, 1888]
feuilleton-intro: Découverte faite par le Dr Déthier sur une quinzaine de fragments d'antiques bas-reliefs du Musée Ottoman. bbox=[28, 147, 215, 184]
row-value: 100,000 bbox=[393, 1404, 432, 1416]
table-row bbox=[234, 1664, 432, 1687]
paragraph: L'occupation du Tonkin par la France, avons-nous entendu dire, présenterait des difficultés. La principale serait l'opposition que ferait la Chine. Nous ne croyons pas à cette opposition. Cet Empire préférera certainement aux hordes de pirates qui infestent sa frontière du Yunnan, un voisin comme nous qui pourra aider à l'en débarrasser, une nation amie qui ouvrira aux produits de ses riches provinces de l'Ouest une voie magnifique et sûre, le fleuve Rouge. On pourra objecter que le Tonkin est tributaire de la Chine, mais l'Annam, la Corée, et bien d'autres Etats asiatiques sont tributaires de la Chine; le malheur est qu'ils ne le sont que nominalement, comme en Europe le sont, pour certains souverains, Chypre et Jérusalem. Le Japon, du reste, l'a bien prouvé à la Chine lorsqu'il est allé faire sa brillante expédition à Formose, et quand, au milieu de l'année qui vient de s'écouler, il s'est emparé des îles Liou-Chow. bbox=[1079, 127, 1278, 449]
row-value: 9,000 bbox=[405, 1498, 432, 1510]
paragraph: Chaque cas a été jugé par la commission militaire présidée par un officier général, et aucune condamnation n'a été exécutée sans avoir été confirmée par le lieutenant-général commandant. La défense des accusés a été complètement entendue et des témoins ont été accordés lorsque les accusés ont dit qu'ils avaient des témoins à décharge à produire. Lorsqu'un doute raisonnable a existé, le bénéfice en a été accordé à l'accusé. bbox=[656, 251, 855, 412]
table-row bbox=[234, 1817, 432, 1876]
paragraph: L'orateur espère, non-seulement que le Reichstag acceptera la proposition Hasenclever, mais qu'en discutant la proposition du gouvernement tendant à prolonger la durée de la loi de répression, on réparera les fautes considérables commises dans la rédaction de la loi. Ce qui vaudrait mieux encore ce serait d'écarter la loi tout entière, mais il n'en donne la majorité actuelle, on ne saurait espérer que le Reichstag s'y décide. M. Windthorst, au nom du centre, déclare se rallier à la proposition Helldorff. bbox=[1290, 781, 1490, 955]
paragraph: Le gouvernement a acheté une maison à Mussoorie pour la résidence d'Eyoub de Yakoub-Khan Daoud-Schah a été transféré de Calcutta à Lahore, où il sera détenu pour le présent. bbox=[445, 1172, 644, 1234]
paragraph: Le président du Reichstag interrompt l'orateur : bbox=[1079, 2321, 1278, 2345]
